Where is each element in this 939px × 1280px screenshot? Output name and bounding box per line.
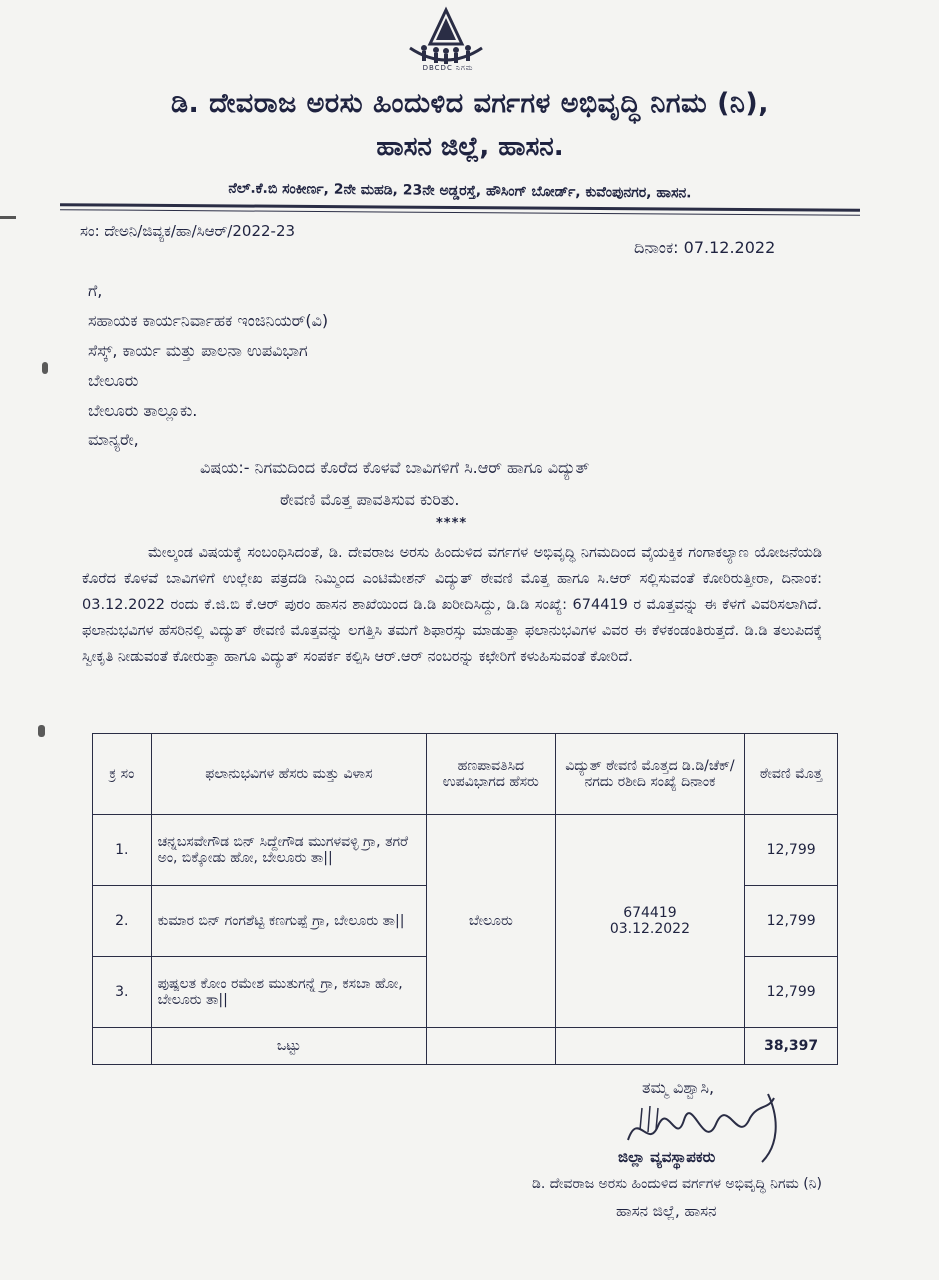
dd-number: 674419 <box>623 905 677 921</box>
dd-date: 03.12.2022 <box>609 921 690 937</box>
header-subdivision: ಹಣಪಾವತಿಸಿದ ಉಪವಿಭಾಗದ ಹೆಸರು <box>427 734 555 815</box>
signatory-designation: ಜಿಲ್ಲಾ ವ್ಯವಸ್ಥಾಪಕರು <box>618 1148 716 1166</box>
scan-smudge <box>38 725 45 737</box>
row-amount: 12,799 <box>745 957 838 1028</box>
header-name: ಫಲಾನುಭವಿಗಳ ಹೆಸರು ಮತ್ತು ವಿಳಾಸ <box>151 734 427 815</box>
row-amount: 12,799 <box>745 815 838 886</box>
row-beneficiary: ಚನ್ನಬಸವೇಗೌಡ ಬಿನ್ ಸಿದ್ದೇಗೌಡ ಮುಗಳವಳ್ಳಿ ಗ್ರಾ, ತಗರೆ ಅಂ, ಬಿಕ್ಕೋಡು ಹೋ, ಬೇಲೂರು ತಾ|| <box>151 815 427 886</box>
total-empty-cell <box>555 1028 745 1065</box>
recipient-line: ಸೆಸ್ಕ್, ಕಾರ್ಯ ಮತ್ತು ಪಾಲನಾ ಉಪವಿಭಾಗ <box>88 341 308 360</box>
organization-name: ಡಿ. ದೇವರಾಜ ಅರಸು ಹಿಂದುಳಿದ ವರ್ಗಗಳ ಅಭಿವೃದ್ಧಿ ನಿಗಮ (ನಿ), <box>170 88 770 119</box>
row-sl-no: 3. <box>93 957 152 1028</box>
letter-date: ದಿನಾಂಕ: 07.12.2022 <box>634 238 776 257</box>
subject-line: ವಿಷಯ:- ನಿಗಮದಿಂದ ಕೊರೆದ ಕೊಳವೆ ಬಾವಿಗಳಿಗೆ ಸಿ.ಆರ್ ಹಾಗೂ ವಿದ್ಯುತ್ <box>200 458 590 477</box>
recipient-line: ಗೆ, <box>88 281 103 300</box>
header-amount: ಠೇವಣಿ ಮೊತ್ತ <box>745 734 838 815</box>
signatory-organization: ಡಿ. ದೇವರಾಜ ಅರಸು ಹಿಂದುಳಿದ ವರ್ಗಗಳ ಅಭಿವೃದ್ಧಿ ನಿಗಮ (ನಿ) <box>532 1176 823 1192</box>
scan-smudge <box>42 362 48 374</box>
recipient-address <box>88 276 328 426</box>
row-dd-details <box>555 815 745 1028</box>
closing: ತಮ್ಮ ವಿಶ್ವಾಸಿ, <box>642 1078 715 1097</box>
total-amount: 38,397 <box>745 1028 838 1065</box>
recipient-line: ಬೇಲೂರು ತಾಲ್ಲೂಕು. <box>88 401 198 420</box>
reference-number: ಸಂ: ದೇಅನಿ/ಜಿವ್ಯಕ/ಹಾ/ಸಿಆರ್/2022-23 <box>80 222 296 240</box>
table-total-row <box>93 1028 838 1065</box>
subject-line: ಠೇವಣಿ ಮೊತ್ತ ಪಾವತಿಸುವ ಕುರಿತು. <box>280 490 460 509</box>
row-sl-no: 2. <box>93 886 152 957</box>
separator: **** <box>436 516 468 531</box>
row-subdivision: ಬೇಲೂರು <box>427 815 555 1028</box>
organization-district: ಹಾಸನ ಜಿಲ್ಲೆ, ಹಾಸನ. <box>376 132 564 162</box>
row-sl-no: 1. <box>93 815 152 886</box>
beneficiary-table <box>92 733 838 1065</box>
subject <box>200 452 589 516</box>
body-paragraph: ಮೇಲ್ಕಂಡ ವಿಷಯಕ್ಕೆ ಸಂಬಂಧಿಸಿದಂತೆ, ಡಿ. ದೇವರಾಜ ಅರಸು ಹಿಂದುಳಿದ ವರ್ಗಗಳ ಅಭಿವೃದ್ಧಿ ನಿಗಮದಿಂದ ವೈಯಕ್ತಿಕ ಗಂಗಾಕಲ್ಯಾಣ ಯೋಜನೆಯಡಿ ಕೊರೆದ ಕೊಳವೆ ಬಾವಿಗಳಿಗೆ ಉಲ್ಲೇಖ ಪತ್ರದಡಿ ನಿಮ್ಮಿಂದ ಎಂಟಿಮೇಶನ್ ವಿದ್ಯುತ್ ಠೇವಣಿ ಮೊತ್ತ ಹಾಗೂ ಸಿ.ಆರ್ ಸಲ್ಲಿಸುವಂತೆ ಕೋರಿರುತ್ತೀರಾ, ದಿನಾಂಕ: 03.12.2022 ರಂದು ಕೆ.ಜಿ.ಬಿ ಕೆ.ಆರ್ ಪುರಂ ಹಾಸನ ಶಾಖೆಯಿಂದ ಡಿ.ಡಿ ಖರೀದಿಸಿದ್ದು, ಡಿ.ಡಿ ಸಂಖ್ಯೆ: 674419 ರ ಮೊತ್ತವನ್ನು ಈ ಕೆಳಗೆ ವಿವರಿಸಲಾಗಿದೆ. ಫಲಾನುಭವಿಗಳ ಹೆಸರಿನಲ್ಲಿ ವಿದ್ಯುತ್ ಠೇವಣಿ ಮೊತ್ತವನ್ನು ಲಗತ್ತಿಸಿ ತಮಗೆ ಶಿಫಾರಸ್ಸು ಮಾಡುತ್ತಾ ಫಲಾನುಭವಿಗಳ ವಿವರ ಈ ಕೆಳಕಂಡಂತಿರುತ್ತದೆ. ಡಿ.ಡಿ ತಲುಪಿದಕ್ಕೆ ಸ್ವೀಕೃತಿ ನೀಡುವಂತೆ ಕೋರುತ್ತಾ ಹಾಗೂ ವಿದ್ಯುತ್ ಸಂಪರ್ಕ ಕಲ್ಪಿಸಿ ಆರ್.ಆರ್ ನಂಬರನ್ನು ಕಛೇರಿಗೆ ಕಳುಹಿಸುವಂತೆ ಕೋರಿದೆ. <box>82 545 822 665</box>
scan-edge-mark <box>0 216 16 219</box>
total-empty-cell <box>93 1028 152 1065</box>
letter-body <box>82 540 822 670</box>
salutation: ಮಾನ್ಯರೇ, <box>88 430 139 449</box>
row-beneficiary: ಪುಷ್ಪಲತ ಕೋಂ ರಮೇಶ ಮುತುಗನ್ನೆ ಗ್ರಾ, ಕಸಬಾ ಹೋ, ಬೇಲೂರು ತಾ|| <box>151 957 427 1028</box>
header-sl-no: ಕ್ರ ಸಂ <box>93 734 152 815</box>
table-header-row <box>93 734 838 815</box>
recipient-line: ಸಹಾಯಕ ಕಾರ್ಯನಿರ್ವಾಹಕ ಇಂಜಿನಿಯರ್(ವಿ) <box>88 311 329 330</box>
row-beneficiary: ಕುಮಾರ ಬಿನ್ ಗಂಗಶೆಟ್ಟಿ ಕಣಗುಪ್ಪೆ ಗ್ರಾ, ಬೇಲೂರು ತಾ|| <box>151 886 427 957</box>
organization-address: ನೆಲ್.ಕೆ.ಬಿ ಸಂಕೀರ್ಣ, 2ನೇ ಮಹಡಿ, 23ನೇ ಅಡ್ಡರಸ್ತೆ, ಹೌಸಿಂಗ್ ಬೋರ್ಡ್, ಕುವೆಂಪುನಗರ, ಹಾಸನ. <box>228 180 692 202</box>
logo-caption: DBCDC ನಿಗಮ <box>422 64 474 72</box>
row-amount: 12,799 <box>745 886 838 957</box>
signatory-district: ಹಾಸನ ಜಿಲ್ಲೆ, ಹಾಸನ <box>616 1202 717 1220</box>
table-row <box>93 815 838 886</box>
total-empty-cell <box>427 1028 555 1065</box>
header-dd-details: ವಿದ್ಯುತ್ ಠೇವಣಿ ಮೊತ್ತದ ಡಿ.ಡಿ/ಚೆಕ್/ನಗದು ರಶೀದಿ ಸಂಖ್ಯೆ ದಿನಾಂಕ <box>555 734 745 815</box>
total-label: ಒಟ್ಟು <box>151 1028 427 1065</box>
recipient-line: ಬೇಲೂರು <box>88 371 139 390</box>
